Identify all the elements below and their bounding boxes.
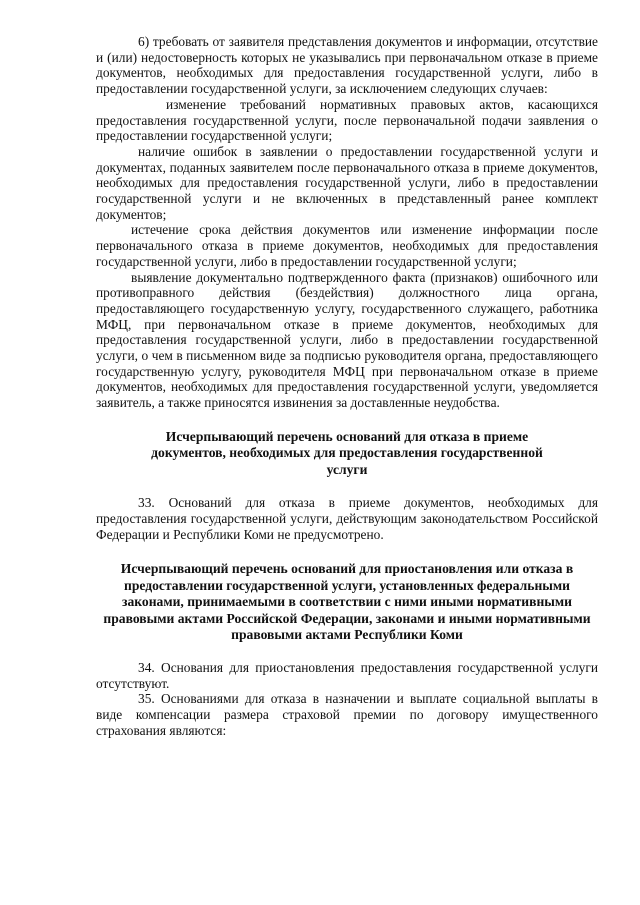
paragraph-35: 35. Основаниями для отказа в назначении и выплате социальной выплаты в виде компенсации размера страховой премии по договору имущественного страхования являются: — [96, 691, 598, 738]
paragraph-item-6: 6) требовать от заявителя представления документов и информации, отсутствие и (или) недостоверность которых не указывались при первоначальном отказе в приеме документов, необходимых для предоставления государственной услуги, либо в предоставлении государственной услуги, за исключением следующих случаев: — [96, 34, 598, 97]
exception-case-3: истечение срока действия документов или изменение информации после первоначального отказа в приеме документов, необходимых для предоставления государственной услуги, либо в предоставлении государственной услуги; — [96, 222, 598, 269]
paragraph-33: 33. Оснований для отказа в приеме документов, необходимых для предоставления государственной услуги, действующим законодательством Российской Федерации и Республики Коми не предусмотрено. — [96, 495, 598, 542]
section-heading-refusal-documents: Исчерпывающий перечень оснований для отказа в приеме документов, необходимых для предоставления государственной услуги — [151, 428, 543, 477]
exception-case-1: изменение требований нормативных правовых актов, касающихся предоставления государственной услуги, после первоначальной подачи заявления о предоставлении государственной услуги; — [96, 96, 598, 144]
exception-case-2: наличие ошибок в заявлении о предоставлении государственной услуги и документах, поданных заявителем после первоначального отказа в приеме документов, необходимых для предоставления государственной услуги, либо в предоставлении государственной услуги и не включенных в представленный ранее комплект документов; — [96, 143, 598, 222]
section-heading-suspension-refusal: Исчерпывающий перечень оснований для приостановления или отказа в предоставлении государственной услуги, установленных федеральными законами, принимаемыми в соответствии с ними иными нормативными правовыми актами Российской Федерации, законами и иными нормативными правовыми актами Республики Коми — [103, 561, 591, 643]
paragraph-34: 34. Основания для приостановления предоставления государственной услуги отсутствуют. — [96, 659, 598, 691]
exception-case-4: выявление документально подтвержденного факта (признаков) ошибочного или противоправного действия (бездействия) должностного лица органа, предоставляющего государственную услугу, государственного служащего, работника МФЦ, при первоначальном отказе в приеме документов, необходимых для предоставления государственной услуги, либо в предоставлении государственной услуги, о чем в письменном виде за подписью руководителя органа, предоставляющего государственную услугу, руководителя МФЦ при первоначальном отказе в приеме документов, необходимых для предоставления государственной услуги, уведомляется заявитель, а также приносятся извинения за доставленные неудобства. — [96, 269, 598, 411]
